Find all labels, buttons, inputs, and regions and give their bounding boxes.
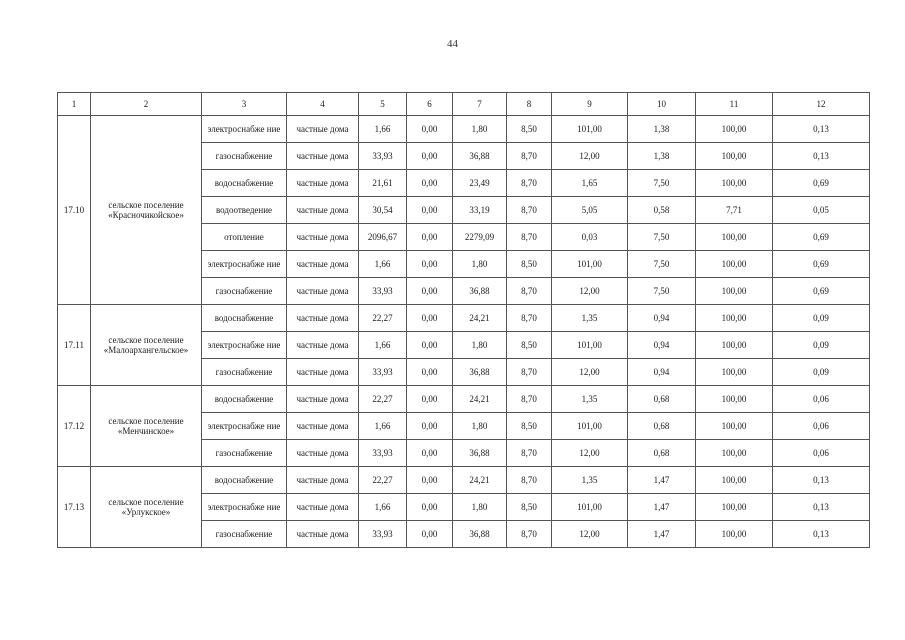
value-cell: 8,70: [507, 521, 552, 548]
value-cell: 22,27: [359, 305, 407, 332]
housing-type-cell: частные дома: [287, 278, 359, 305]
service-cell: водоснабжение: [202, 467, 287, 494]
data-table: [57, 92, 870, 548]
table-row: [58, 386, 870, 413]
value-cell: 1,35: [552, 467, 628, 494]
value-cell: 1,35: [552, 386, 628, 413]
value-cell: 8,50: [507, 251, 552, 278]
group-id-cell: 17.12: [58, 386, 91, 467]
value-cell: 8,50: [507, 494, 552, 521]
value-cell: 1,66: [359, 251, 407, 278]
value-cell: 1,80: [453, 494, 507, 521]
value-cell: 22,27: [359, 386, 407, 413]
service-cell: электроснабже ние: [202, 332, 287, 359]
housing-type-cell: частные дома: [287, 143, 359, 170]
column-header: 12: [773, 93, 870, 116]
service-cell: электроснабже ние: [202, 251, 287, 278]
value-cell: 100,00: [696, 494, 773, 521]
group-id-cell: 17.13: [58, 467, 91, 548]
value-cell: 0,68: [628, 413, 696, 440]
value-cell: 2279,09: [453, 224, 507, 251]
value-cell: 0,00: [407, 467, 453, 494]
value-cell: 0,03: [552, 224, 628, 251]
service-cell: электроснабже ние: [202, 494, 287, 521]
value-cell: 7,71: [696, 197, 773, 224]
housing-type-cell: частные дома: [287, 251, 359, 278]
service-cell: водоснабжение: [202, 386, 287, 413]
value-cell: 33,93: [359, 359, 407, 386]
value-cell: 7,50: [628, 170, 696, 197]
column-header: 10: [628, 93, 696, 116]
value-cell: 0,94: [628, 359, 696, 386]
column-header: 5: [359, 93, 407, 116]
value-cell: 0,00: [407, 521, 453, 548]
table-body: [58, 93, 870, 548]
table-row: [58, 467, 870, 494]
value-cell: 100,00: [696, 440, 773, 467]
value-cell: 0,69: [773, 224, 870, 251]
group-id-cell: 17.10: [58, 116, 91, 305]
value-cell: 1,80: [453, 251, 507, 278]
value-cell: 24,21: [453, 467, 507, 494]
value-cell: 8,50: [507, 116, 552, 143]
value-cell: 0,00: [407, 332, 453, 359]
group-id-cell: 17.11: [58, 305, 91, 386]
value-cell: 0,09: [773, 332, 870, 359]
value-cell: 0,00: [407, 197, 453, 224]
value-cell: 7,50: [628, 224, 696, 251]
value-cell: 0,00: [407, 494, 453, 521]
value-cell: 8,50: [507, 413, 552, 440]
value-cell: 33,19: [453, 197, 507, 224]
value-cell: 1,66: [359, 494, 407, 521]
housing-type-cell: частные дома: [287, 197, 359, 224]
value-cell: 1,38: [628, 143, 696, 170]
service-cell: отопление: [202, 224, 287, 251]
value-cell: 1,47: [628, 494, 696, 521]
value-cell: 1,38: [628, 116, 696, 143]
value-cell: 36,88: [453, 143, 507, 170]
value-cell: 0,00: [407, 224, 453, 251]
value-cell: 8,70: [507, 359, 552, 386]
header-row: [58, 93, 870, 116]
value-cell: 0,00: [407, 359, 453, 386]
value-cell: 36,88: [453, 359, 507, 386]
value-cell: 8,70: [507, 278, 552, 305]
value-cell: 1,80: [453, 332, 507, 359]
value-cell: 8,70: [507, 224, 552, 251]
value-cell: 24,21: [453, 305, 507, 332]
table-row: [58, 116, 870, 143]
value-cell: 100,00: [696, 332, 773, 359]
column-header: 2: [91, 93, 202, 116]
service-cell: электроснабже ние: [202, 413, 287, 440]
value-cell: 1,80: [453, 116, 507, 143]
value-cell: 8,70: [507, 197, 552, 224]
service-cell: водоснабжение: [202, 170, 287, 197]
value-cell: 30,54: [359, 197, 407, 224]
value-cell: 0,00: [407, 278, 453, 305]
value-cell: 1,47: [628, 521, 696, 548]
value-cell: 23,49: [453, 170, 507, 197]
group-name-cell: сельское поселение «Урлукское»: [91, 467, 202, 548]
value-cell: 33,93: [359, 143, 407, 170]
value-cell: 0,00: [407, 440, 453, 467]
housing-type-cell: частные дома: [287, 305, 359, 332]
value-cell: 12,00: [552, 521, 628, 548]
housing-type-cell: частные дома: [287, 494, 359, 521]
service-cell: газоснабжение: [202, 278, 287, 305]
group-name-cell: сельское поселение «Менчинское»: [91, 386, 202, 467]
value-cell: 101,00: [552, 494, 628, 521]
value-cell: 100,00: [696, 224, 773, 251]
value-cell: 101,00: [552, 332, 628, 359]
value-cell: 0,13: [773, 143, 870, 170]
value-cell: 36,88: [453, 278, 507, 305]
value-cell: 0,06: [773, 413, 870, 440]
value-cell: 0,00: [407, 305, 453, 332]
value-cell: 1,35: [552, 305, 628, 332]
value-cell: 0,06: [773, 440, 870, 467]
value-cell: 100,00: [696, 278, 773, 305]
value-cell: 1,66: [359, 413, 407, 440]
column-header: 8: [507, 93, 552, 116]
value-cell: 2096,67: [359, 224, 407, 251]
value-cell: 100,00: [696, 521, 773, 548]
value-cell: 0,00: [407, 143, 453, 170]
value-cell: 0,13: [773, 116, 870, 143]
value-cell: 0,58: [628, 197, 696, 224]
value-cell: 12,00: [552, 143, 628, 170]
value-cell: 0,00: [407, 386, 453, 413]
value-cell: 8,70: [507, 440, 552, 467]
value-cell: 0,09: [773, 359, 870, 386]
table-row: [58, 305, 870, 332]
housing-type-cell: частные дома: [287, 359, 359, 386]
value-cell: 8,70: [507, 143, 552, 170]
value-cell: 100,00: [696, 467, 773, 494]
value-cell: 0,94: [628, 332, 696, 359]
value-cell: 0,05: [773, 197, 870, 224]
housing-type-cell: частные дома: [287, 386, 359, 413]
column-header: 7: [453, 93, 507, 116]
value-cell: 0,09: [773, 305, 870, 332]
value-cell: 1,66: [359, 332, 407, 359]
value-cell: 22,27: [359, 467, 407, 494]
service-cell: водоотведение: [202, 197, 287, 224]
value-cell: 100,00: [696, 170, 773, 197]
housing-type-cell: частные дома: [287, 467, 359, 494]
value-cell: 1,66: [359, 116, 407, 143]
value-cell: 100,00: [696, 386, 773, 413]
value-cell: 36,88: [453, 440, 507, 467]
housing-type-cell: частные дома: [287, 521, 359, 548]
housing-type-cell: частные дома: [287, 332, 359, 359]
group-name-cell: сельское поселение «Красночикойское»: [91, 116, 202, 305]
column-header: 9: [552, 93, 628, 116]
service-cell: водоснабжение: [202, 305, 287, 332]
value-cell: 7,50: [628, 251, 696, 278]
service-cell: газоснабжение: [202, 359, 287, 386]
value-cell: 0,00: [407, 251, 453, 278]
value-cell: 12,00: [552, 440, 628, 467]
value-cell: 8,70: [507, 305, 552, 332]
value-cell: 1,65: [552, 170, 628, 197]
column-header: 6: [407, 93, 453, 116]
value-cell: 0,68: [628, 386, 696, 413]
value-cell: 0,13: [773, 494, 870, 521]
value-cell: 8,70: [507, 467, 552, 494]
value-cell: 0,69: [773, 251, 870, 278]
service-cell: газоснабжение: [202, 521, 287, 548]
value-cell: 101,00: [552, 251, 628, 278]
value-cell: 1,47: [628, 467, 696, 494]
value-cell: 101,00: [552, 116, 628, 143]
value-cell: 0,68: [628, 440, 696, 467]
value-cell: 8,70: [507, 170, 552, 197]
value-cell: 33,93: [359, 440, 407, 467]
housing-type-cell: частные дома: [287, 116, 359, 143]
service-cell: газоснабжение: [202, 143, 287, 170]
value-cell: 100,00: [696, 143, 773, 170]
housing-type-cell: частные дома: [287, 440, 359, 467]
value-cell: 0,06: [773, 386, 870, 413]
value-cell: 5,05: [552, 197, 628, 224]
value-cell: 0,13: [773, 521, 870, 548]
column-header: 4: [287, 93, 359, 116]
value-cell: 12,00: [552, 278, 628, 305]
page-number: 44: [447, 38, 458, 50]
group-name-cell: сельское поселение «Малоархангельское»: [91, 305, 202, 386]
service-cell: газоснабжение: [202, 440, 287, 467]
value-cell: 24,21: [453, 386, 507, 413]
value-cell: 0,00: [407, 413, 453, 440]
value-cell: 8,50: [507, 332, 552, 359]
housing-type-cell: частные дома: [287, 170, 359, 197]
value-cell: 100,00: [696, 116, 773, 143]
value-cell: 1,80: [453, 413, 507, 440]
value-cell: 33,93: [359, 278, 407, 305]
value-cell: 0,69: [773, 278, 870, 305]
housing-type-cell: частные дома: [287, 413, 359, 440]
value-cell: 100,00: [696, 251, 773, 278]
column-header: 3: [202, 93, 287, 116]
value-cell: 0,69: [773, 170, 870, 197]
value-cell: 33,93: [359, 521, 407, 548]
value-cell: 0,00: [407, 116, 453, 143]
value-cell: 21,61: [359, 170, 407, 197]
value-cell: 12,00: [552, 359, 628, 386]
value-cell: 0,00: [407, 170, 453, 197]
column-header: 1: [58, 93, 91, 116]
value-cell: 7,50: [628, 278, 696, 305]
service-cell: электроснабже ние: [202, 116, 287, 143]
value-cell: 101,00: [552, 413, 628, 440]
value-cell: 0,94: [628, 305, 696, 332]
value-cell: 100,00: [696, 359, 773, 386]
value-cell: 0,13: [773, 467, 870, 494]
column-header: 11: [696, 93, 773, 116]
value-cell: 8,70: [507, 386, 552, 413]
value-cell: 36,88: [453, 521, 507, 548]
value-cell: 100,00: [696, 413, 773, 440]
value-cell: 100,00: [696, 305, 773, 332]
housing-type-cell: частные дома: [287, 224, 359, 251]
